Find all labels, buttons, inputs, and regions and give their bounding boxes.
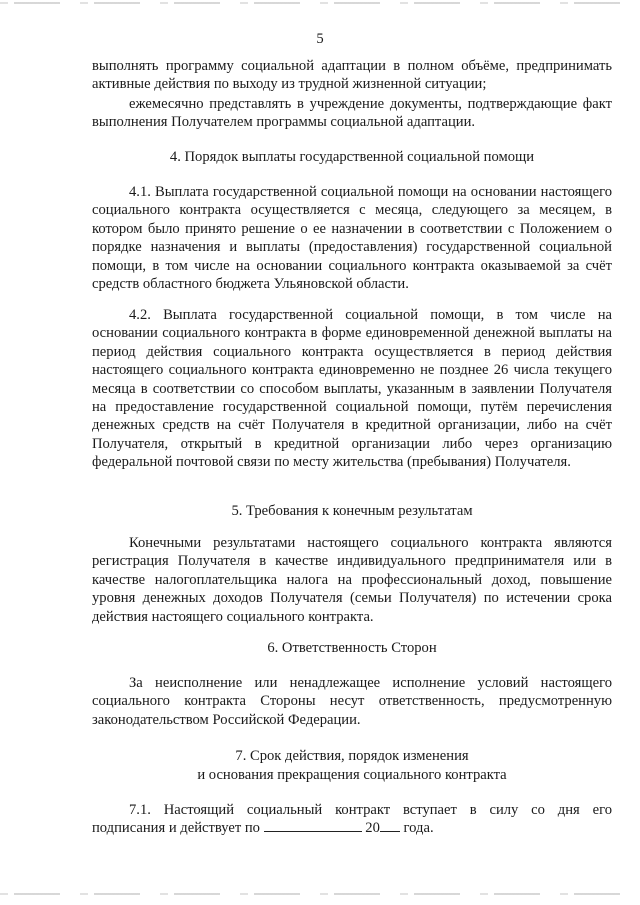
end-date-blank <box>264 819 362 832</box>
page-number: 5 <box>316 31 324 47</box>
paragraph-5: Конечными результатами настоящего социального контракта являются регистрация Получателя в качестве индивидуального предпринимателя или в качестве налогоплательщика налога на профессиональный доход, повышение уровня денежных доходов Получателя (семьи Получателя) по истечении срока действия настоящего социального контракта. <box>92 535 612 625</box>
validity-text: подписания и действует по <box>92 820 260 836</box>
section-6-title: 6. Ответственность Сторон <box>267 640 437 656</box>
paragraph-7-1-line-1: 7.1. Настоящий социальный контракт вступает в силу со дня его <box>129 802 612 818</box>
paragraph-monthly-documents: ежемесячно представлять в учреждение документы, подтверждающие факт выполнения Получателем программы социальной адаптации. <box>92 96 612 131</box>
paragraph-adaptation-program: выполнять программу социальной адаптации в полном объёме, предпринимать активные действия по выходу из трудной жизненной ситуации; <box>92 58 612 93</box>
paragraph-4-2: 4.2. Выплата государственной социальной помощи, в том числе на основании социального контракта в форме единовременной денежной выплаты на период действия социального контракта осуществляется в период действия настоящего социального контракта единовременно не позднее 26 числа текущего месяца в соответствии со способом выплаты, указанным в заявлении Получателя на предоставление государственной социальной помощи, путём перечисления денежных средств на счёт Получателя в кредитной организации, либо на счёт Получателя, открытый в кредитной организации либо через организацию федеральной почтовой связи по месту жительства (пребывания) Получателя. <box>92 307 612 471</box>
section-4-title: 4. Порядок выплаты государственной социальной помощи <box>169 149 535 165</box>
section-7-title-line-2: и основания прекращения социального контракта <box>197 767 507 783</box>
paragraph-7-1-line-2 <box>92 819 612 837</box>
year-suffix: года. <box>403 820 434 836</box>
scan-artifact-top <box>0 2 640 4</box>
paragraph-6: За неисполнение или ненадлежащее исполнение условий настоящего социального контракта Стороны несут ответственность, предусмотренную законодательством Российской Федерации. <box>92 675 612 728</box>
scan-artifact-bottom <box>0 893 640 895</box>
section-5-title: 5. Требования к конечным результатам <box>231 503 473 519</box>
paragraph-4-1: 4.1. Выплата государственной социальной помощи на основании настоящего социального контракта осуществляется с месяца, следующего за месяцем, в котором было принято решение о ее назначении в соответствии с Положением о порядке назначения и выплаты (предоставления) государственной социальной помощи, в том числе на основании социального контракта оказываемой за счёт средств областного бюджета Ульяновской области. <box>92 184 612 293</box>
year-blank <box>380 819 400 832</box>
year-prefix: 20 <box>365 820 380 836</box>
section-7-title-line-1: 7. Срок действия, порядок изменения <box>235 748 469 764</box>
